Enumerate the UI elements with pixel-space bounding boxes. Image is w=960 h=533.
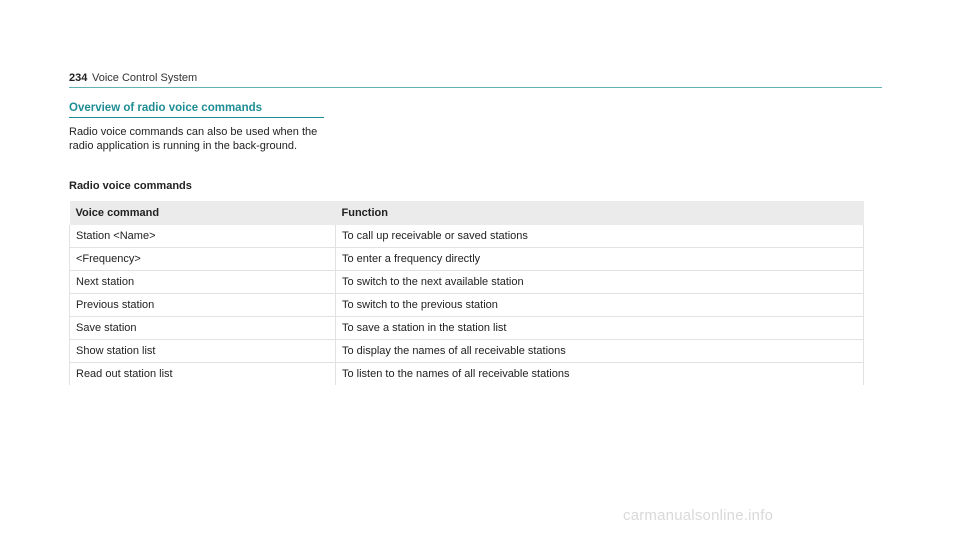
- function-cell: To display the names of all receivable stations: [336, 340, 864, 363]
- table-row: [70, 317, 864, 340]
- voice-command-cell: <Frequency>: [70, 248, 336, 271]
- voice-command-cell: Station <Name>: [70, 225, 336, 248]
- page-number: 234: [69, 72, 88, 84]
- page-header: [69, 72, 882, 88]
- intro-paragraph: Radio voice commands can also be used when the radio application is running in the back-ground.: [69, 126, 318, 152]
- voice-command-cell: Read out station list: [70, 363, 336, 386]
- table-row: [70, 225, 864, 248]
- function-cell: To call up receivable or saved stations: [336, 225, 864, 248]
- column-header-voice-command: Voice command: [70, 201, 336, 225]
- voice-command-cell: Save station: [70, 317, 336, 340]
- watermark-text: carmanualsonline.info: [623, 507, 774, 524]
- function-cell: To enter a frequency directly: [336, 248, 864, 271]
- table-row: [70, 340, 864, 363]
- function-cell: To switch to the next available station: [336, 271, 864, 294]
- voice-commands-table: [69, 201, 864, 385]
- section-title: Overview of radio voice commands: [69, 102, 324, 118]
- voice-command-cell: Next station: [70, 271, 336, 294]
- table-heading: Radio voice commands: [69, 180, 192, 192]
- voice-command-cell: Previous station: [70, 294, 336, 317]
- function-cell: To listen to the names of all receivable stations: [336, 363, 864, 386]
- table-row: [70, 271, 864, 294]
- function-cell: To switch to the previous station: [336, 294, 864, 317]
- table-row: [70, 363, 864, 386]
- table-row: [70, 294, 864, 317]
- function-cell: To save a station in the station list: [336, 317, 864, 340]
- table-header-row: [70, 201, 864, 225]
- voice-command-cell: Show station list: [70, 340, 336, 363]
- chapter-title: Voice Control System: [92, 72, 198, 84]
- table-row: [70, 248, 864, 271]
- column-header-function: Function: [336, 201, 864, 225]
